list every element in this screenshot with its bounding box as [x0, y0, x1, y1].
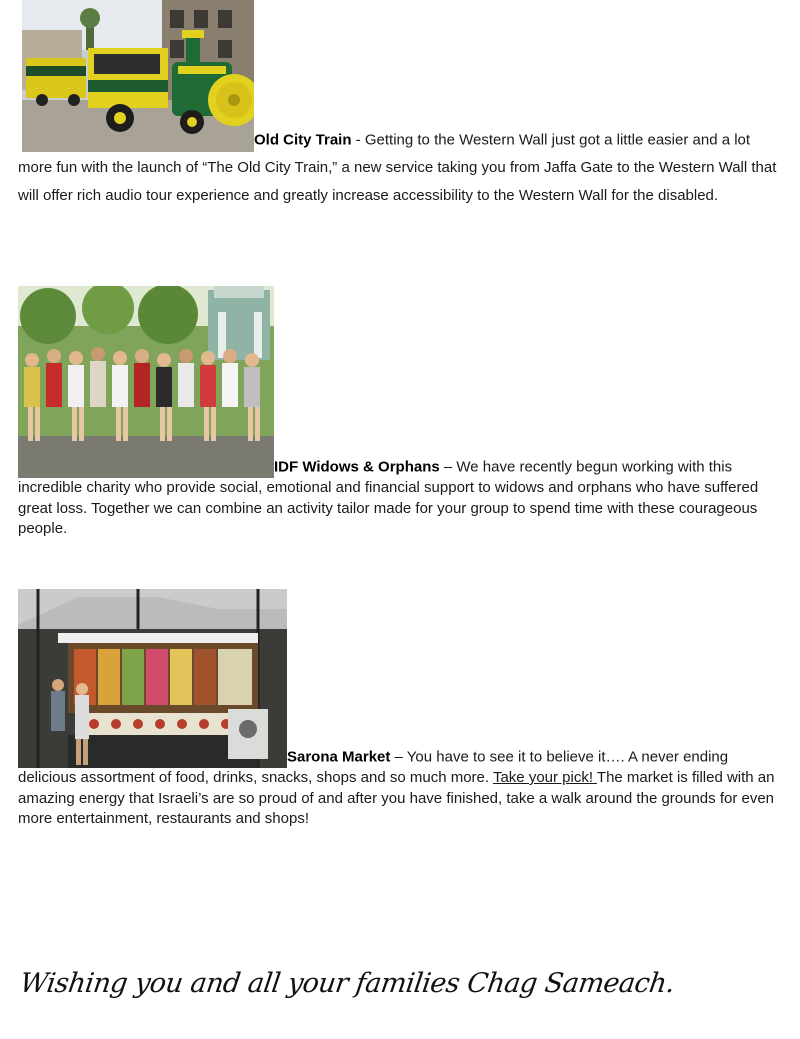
article-body: Getting to the Western Wall just got a little easier and a lot more fun with the launch of “The Old City Train,” a new service taking you from Jaffa Gate to the Western Wall that will offer rich audio tour experience and greatly increase accessibility to the Western Wall for the disabled.: [18, 131, 777, 204]
sarona-market-photo: [18, 589, 287, 768]
take-your-pick-link[interactable]: Take your pick!: [492, 769, 597, 786]
article-sarona-market: [18, 589, 780, 830]
closing-greeting: Wishing you and all your families Chag Sameach.: [18, 968, 677, 999]
title-separator: -: [351, 131, 365, 149]
article-body: You have to see it to believe it…. A never ending delicious assortment of food, drinks, snacks, shops and so much more.: [18, 748, 729, 786]
article-body: We have recently begun working with this incredible charity who provide social, emotional and financial support to widows and orphans who have suffered great loss. Together we can combine an activity tailor made for your group to spend time with these courageous people.: [18, 458, 759, 537]
article-title: Old City Train: [254, 131, 352, 149]
article-title: IDF Widows & Orphans: [274, 458, 440, 476]
old-city-train-photo: [22, 0, 254, 152]
article-body-continued: The market is filled with an amazing energy that Israeli’s are so proud of and after you have finished, take a walk around the grounds for even more entertainment, restaurants and shops!: [18, 769, 775, 827]
article-paragraph: [18, 286, 780, 540]
article-paragraph: [18, 0, 780, 209]
article-idf-widows-orphans: [18, 286, 780, 540]
article-title: Sarona Market: [287, 748, 391, 766]
idf-group-photo: [18, 286, 274, 478]
title-separator: –: [439, 458, 457, 476]
title-separator: –: [390, 748, 407, 766]
article-old-city-train: [18, 0, 780, 209]
article-paragraph: [18, 589, 780, 830]
